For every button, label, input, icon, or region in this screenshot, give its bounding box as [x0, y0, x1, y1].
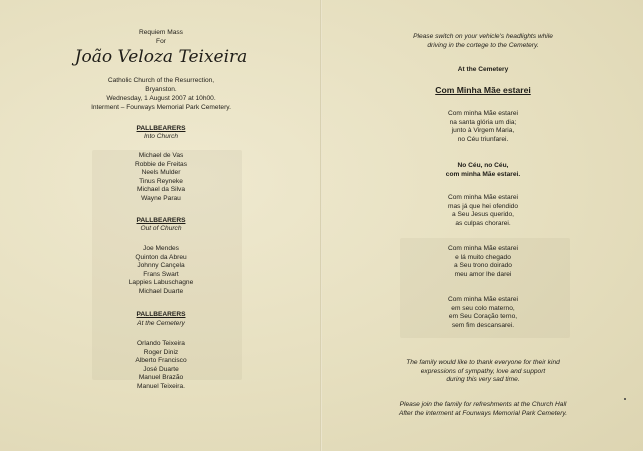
verse-line: mas já que hei ofendido	[447, 202, 519, 210]
deceased-name: João Veloza Teixeira	[74, 47, 248, 67]
verse-line: Com minha Mãe estarei	[448, 194, 518, 201]
list-item: Manuel Brazão	[138, 374, 184, 382]
thanks-line: expressions of sympathy, love and support	[420, 367, 546, 375]
list-item: Joe Mendes	[143, 245, 179, 252]
verse-line: sem fim descansarei.	[451, 321, 515, 329]
list-item: Manuel Teixeira.	[137, 382, 185, 390]
hymn-verse	[323, 110, 643, 144]
hymn-title: Com Minha Mãe estarei	[435, 85, 531, 95]
list-item: Michael de Vas	[138, 152, 184, 159]
list-item: Michael da Silva	[136, 186, 185, 194]
verse-line: junto à Virgem Maria,	[451, 127, 515, 135]
pallbearers-list	[0, 245, 322, 297]
thanks-line: during this very sad time.	[446, 376, 520, 384]
requiem-mass: Requiem Mass	[139, 29, 183, 36]
list-item: Roger Diniz	[143, 348, 179, 356]
pallbearers-subtitle: Out of Church	[140, 225, 182, 232]
pallbearers-title: PALLBEARERS	[136, 125, 186, 132]
list-item: José Duarte	[143, 365, 179, 373]
verse-line: com minha Mãe estarei.	[445, 170, 521, 178]
headlights-line: Please switch on your vehicle's headlights while	[413, 33, 553, 40]
pallbearers-subtitle: At the Cemetery	[137, 320, 185, 327]
verse-line: e lá muito chegado	[455, 253, 511, 261]
hymn-verse	[323, 194, 643, 228]
hymn-verse	[323, 296, 643, 330]
church-name: Catholic Church of the Resurrection,	[107, 77, 215, 84]
refreshments-line: Please join the family for refreshments at the Church Hall	[399, 401, 567, 408]
list-item: Johnny Cançela	[137, 262, 185, 270]
list-item: Tinus Reyneke	[139, 177, 183, 185]
pallbearers-title: PALLBEARERS	[136, 311, 186, 318]
church-place: Bryanston.	[145, 86, 177, 93]
pallbearers-list	[0, 340, 322, 392]
list-item: Alberto Francisco	[135, 357, 187, 365]
list-item: Neels Mulder	[141, 169, 181, 177]
verse-line: as culpas chorarei.	[455, 219, 511, 227]
list-item: Michael Duarte	[138, 287, 184, 295]
at-cemetery-label: At the Cemetery	[457, 66, 509, 73]
list-item: Lappies Labuschagne	[128, 279, 194, 287]
refreshments-line: After the interment at Fourways Memorial Park Cemetery.	[398, 409, 568, 417]
verse-line: em seu colo materno,	[451, 304, 515, 312]
verse-line: a Seu trono doirado	[454, 262, 512, 270]
headlights-line: driving in the cortege to the Cemetery.	[427, 42, 539, 49]
verse-line: Com minha Mãe estarei	[448, 245, 518, 252]
list-item: Robbie de Freitas	[134, 160, 188, 168]
list-item: Frans Swart	[143, 270, 179, 278]
verse-line: meu amor lhe darei	[454, 270, 512, 278]
verse-line: Com minha Mãe estarei	[448, 296, 518, 303]
verse-line: Com minha Mãe estarei	[448, 110, 518, 117]
service-date: Wednesday, 1 August 2007 at 10h00.	[106, 95, 216, 102]
thanks-line: The family would like to thank everyone for their kind	[406, 359, 560, 366]
refreshments-message	[323, 401, 643, 418]
pallbearers-list	[0, 152, 322, 204]
hymn-verse	[323, 245, 643, 279]
for-label: For	[156, 38, 166, 45]
verse-line: em Seu Coração terno,	[448, 313, 518, 321]
verse-line: na santa glória um dia;	[449, 118, 517, 126]
verse-line: No Céu, no Céu,	[457, 162, 509, 169]
list-item: Wayne Parau	[141, 194, 181, 202]
verse-line: no Céu triunfarei.	[457, 135, 509, 143]
pallbearers-title: PALLBEARERS	[136, 217, 186, 224]
hymn-refrain	[323, 162, 643, 179]
speck	[624, 398, 626, 400]
list-item: Orlando Teixeira	[137, 340, 185, 347]
verse-line: a Seu Jesus querido,	[452, 211, 514, 219]
pallbearers-subtitle: Into Church	[143, 133, 179, 140]
list-item: Quinton da Abreu	[135, 253, 187, 261]
interment-line: Interment – Fourways Memorial Park Cemetery.	[91, 104, 231, 111]
thanks-message	[323, 359, 643, 385]
